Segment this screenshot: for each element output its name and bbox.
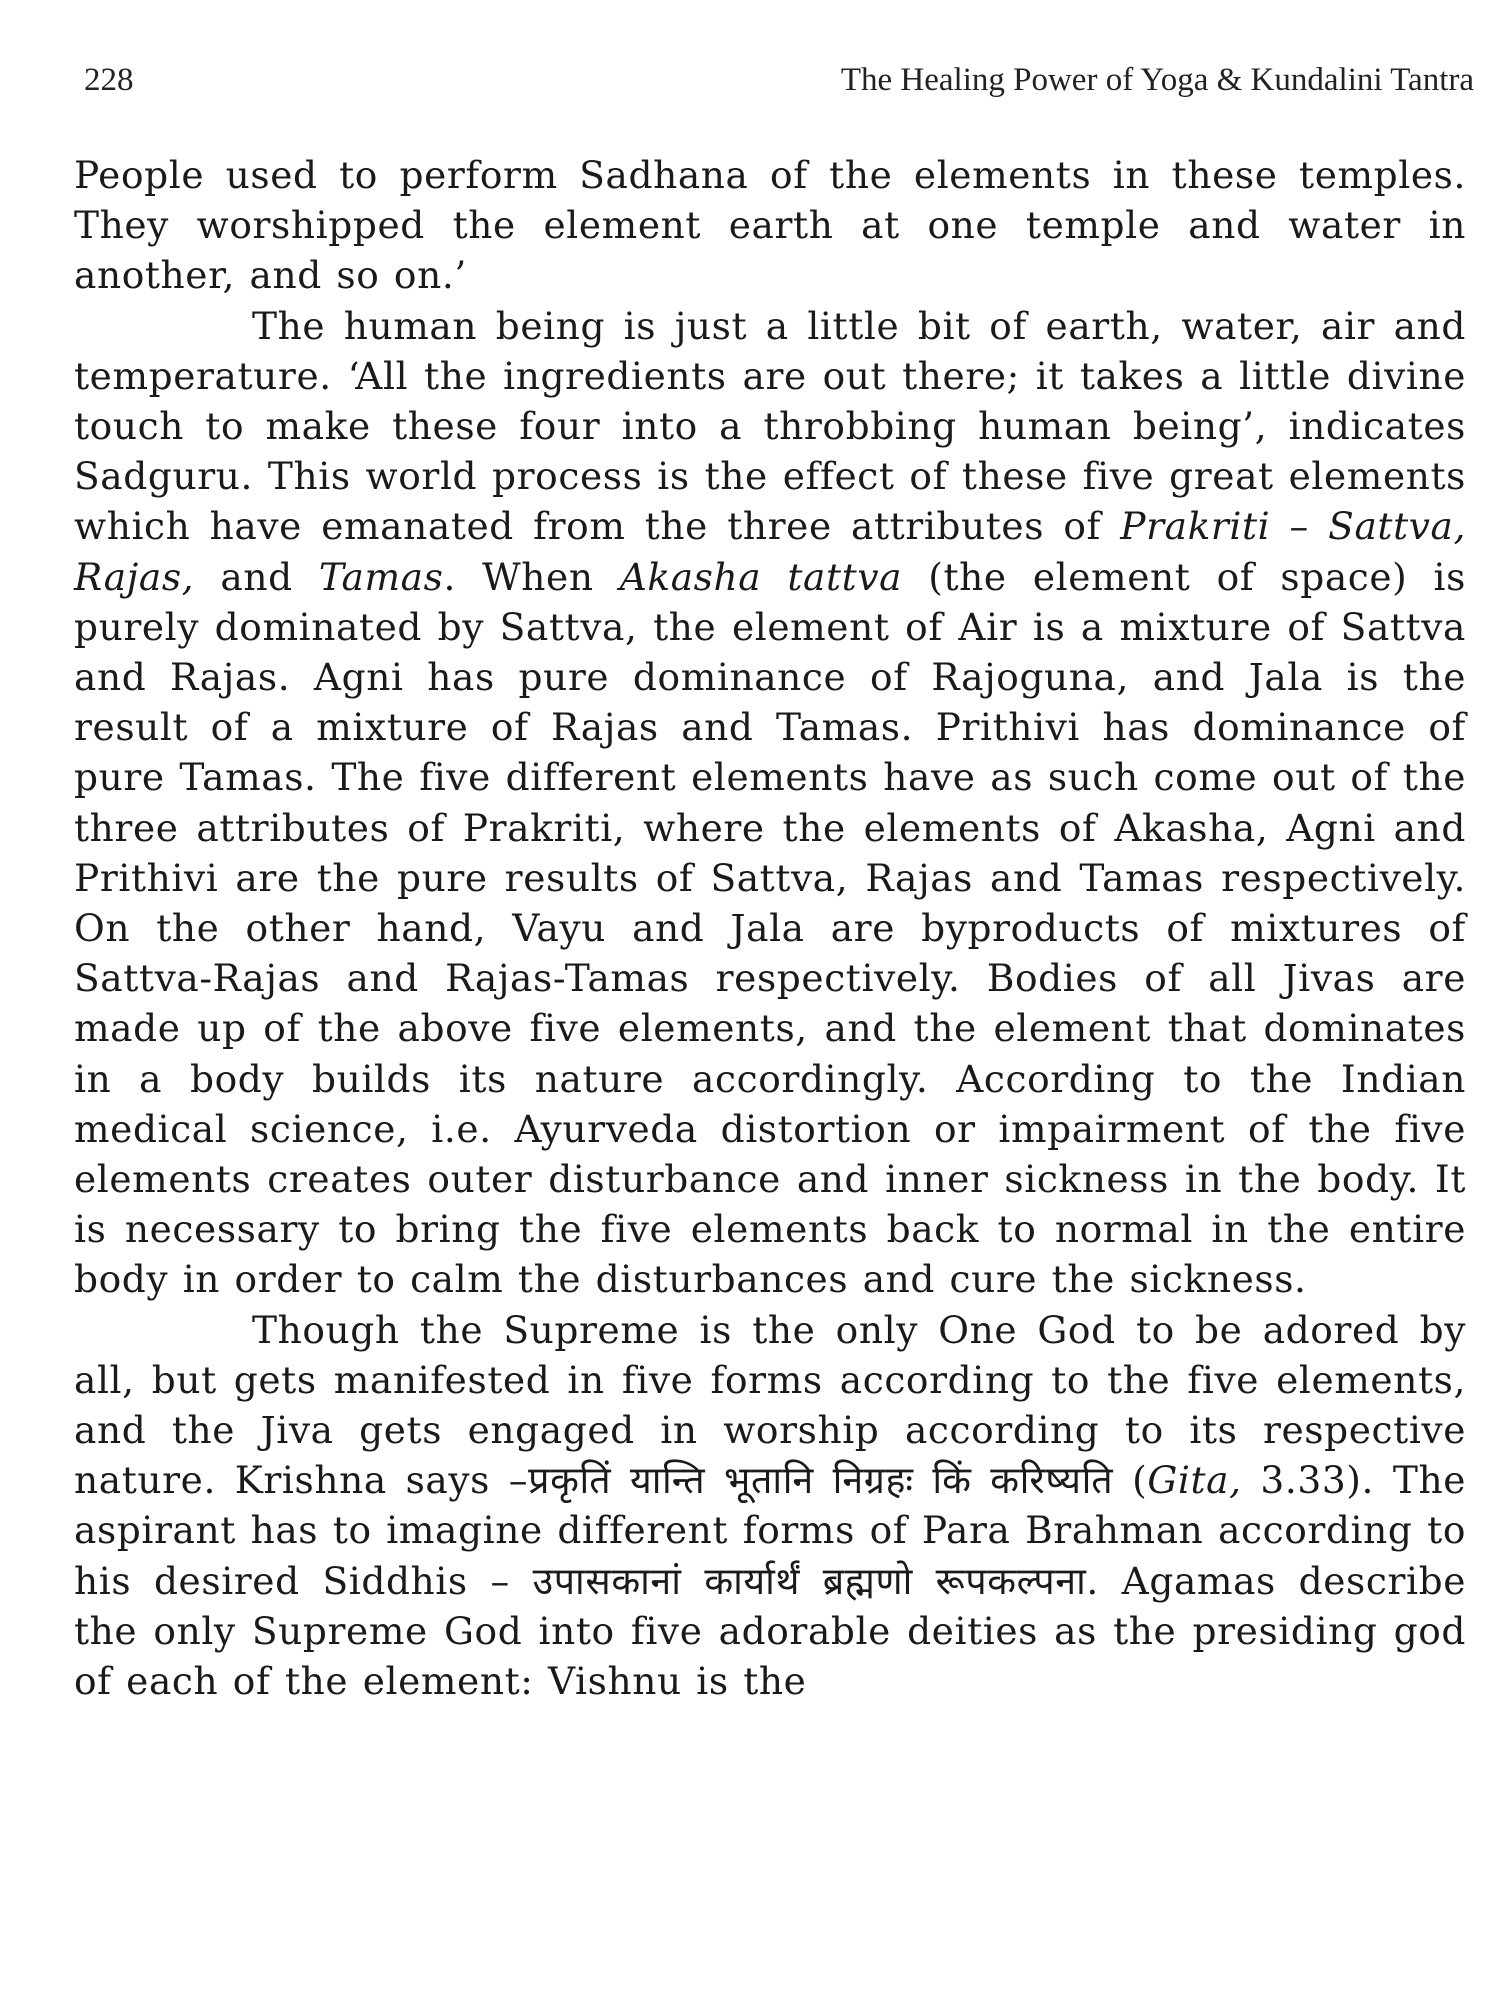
paragraph-2-text-a: The human being is just a little bit of earth, water, air and temperature. ‘All the ingredients are out there; it takes a little divine touch to make these four into a throbbing human being’, indicates Sadguru. This world process is the effect of these five great elements which have emanated from the three attributes of	[74, 303, 1466, 549]
term-akasha-tattva: Akasha tattva	[619, 554, 903, 599]
term-sattva-rajas: Sattva, Rajas,	[74, 504, 1467, 599]
term-gita: Gita,	[1147, 1458, 1242, 1503]
paragraph-1-text: People used to perform Sadhana of the elements in these temples. They worshipped the element earth at one temple and water in another, and so on.’	[74, 153, 1466, 298]
page-number: 228	[84, 62, 134, 98]
sanskrit-quote-2: उपासकानां कार्यार्थं ब्रह्मणो रूपकल्पना.	[532, 1558, 1099, 1603]
running-header	[84, 52, 1474, 108]
text-when: . When	[443, 554, 620, 599]
term-tamas: Tamas	[318, 554, 444, 599]
conjunction-and: and	[194, 554, 319, 599]
paragraph-2-text-b: (the element of space) is purely dominated by Sattva, the element of Air is a mixture of Sattva and Rajas. Agni has pure dominance of Rajoguna, and Jala is the result of a mixture of Rajas and Tamas. Prithivi has dominance of pure Tamas. The five different elements have as such come out of the three attributes of Prakriti, where the elements of Akasha, Agni and Prithivi are the pure results of Sattva, Rajas and Tamas respectively. On the other hand, Vayu and Jala are byproducts of mixtures of Sattva-Rajas and Rajas-Tamas respectively. Bodies of all Jivas are made up of the above five elements, and the element that dominates in a body builds its nature accordingly. According to the Indian medical science, i.e. Ayurveda distortion or impairment of the five elements creates outer disturbance and inner sickness in the body. It is necessary to bring the five elements back to normal in the entire body in order to calm the disturbances and cure the sickness.	[74, 554, 1466, 1302]
term-prakriti: Prakriti	[1120, 504, 1271, 549]
running-title: The Healing Power of Yoga & Kundalini Tantra	[840, 62, 1474, 98]
paragraph-3-text-a: Though the Supreme is the only One God to be adored by all, but gets manifested in five forms according to the five elements, and the Jiva gets engaged in worship according to its respective nature. Krishna says –	[74, 1307, 1466, 1503]
dash: –	[1270, 504, 1329, 549]
paren-open: (	[1113, 1458, 1148, 1503]
sanskrit-quote-1: प्रकृतिं यान्ति भूतानि निग्रहः किं करिष्यति	[528, 1458, 1114, 1503]
paragraph-3	[74, 1305, 1466, 1707]
paragraph-1	[74, 150, 1466, 301]
paragraph-2	[74, 301, 1466, 1305]
gita-reference: 3.33). The aspirant has to imagine different forms of Para Brahman according to his desired Siddhis –	[74, 1458, 1466, 1603]
body-text	[74, 150, 1466, 1706]
paragraph-3-text-b: Agamas describe the only Supreme God into five adorable deities as the presiding god of each of the element: Vishnu is the	[74, 1558, 1466, 1704]
